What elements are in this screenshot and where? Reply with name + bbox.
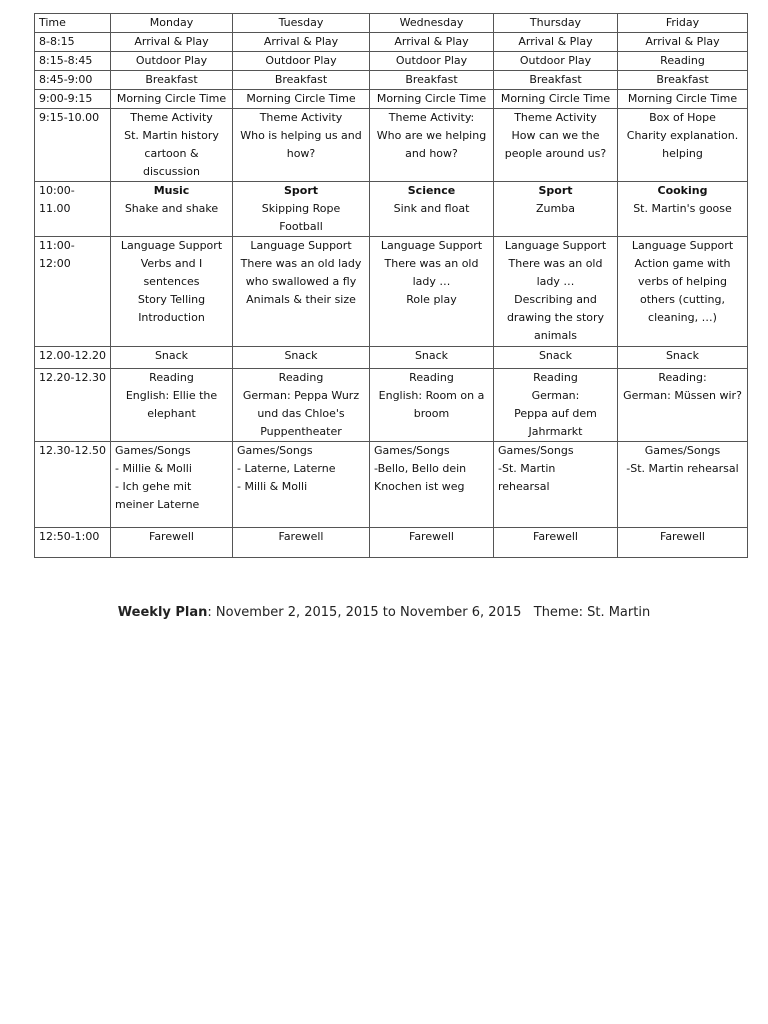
activity-cell	[111, 33, 233, 52]
activity-cell	[370, 109, 494, 182]
activity-cell	[370, 369, 494, 442]
activity-cell	[494, 442, 618, 528]
activity-title: Science	[407, 184, 456, 197]
time-slot-cell: 8-8:15	[35, 33, 111, 52]
activity-cell	[233, 528, 370, 558]
activity-cell	[233, 90, 370, 109]
time-slot-cell: 9:15-10.00	[35, 109, 111, 182]
weekly-plan-caption	[0, 605, 768, 620]
table-body	[35, 33, 748, 558]
activity-title: Farewell	[278, 530, 324, 543]
activity-cell	[233, 442, 370, 528]
activity-cell	[494, 90, 618, 109]
activity-detail: rehearsal	[498, 480, 550, 493]
activity-detail: Introduction	[138, 311, 205, 324]
activity-cell	[618, 347, 748, 369]
activity-title: Language Support	[380, 239, 483, 252]
activity-detail: - Milli & Molli	[237, 480, 308, 493]
activity-cell	[370, 33, 494, 52]
activity-title: Snack	[665, 349, 700, 362]
activity-detail: Zumba	[536, 202, 575, 215]
table-row	[35, 237, 748, 347]
activity-cell	[111, 109, 233, 182]
activity-cell	[233, 33, 370, 52]
activity-detail: cleaning, …)	[648, 311, 717, 324]
activity-title: Arrival & Play	[134, 35, 209, 48]
activity-title: Morning Circle Time	[627, 92, 738, 105]
time-slot-cell: 10:00-11.00	[35, 182, 111, 237]
activity-detail: sentences	[143, 275, 200, 288]
activity-detail: Knochen ist weg	[374, 480, 465, 493]
activity-detail: English: Room on a	[378, 389, 485, 402]
activity-detail: - Ich gehe mit	[115, 480, 192, 493]
activity-detail: There was an old	[384, 257, 479, 270]
activity-cell	[233, 237, 370, 347]
activity-detail: cartoon & discussion	[142, 147, 200, 178]
activity-title: Morning Circle Time	[246, 92, 356, 105]
time-slot-cell: 12.30-12.50	[35, 442, 111, 528]
activity-title: Morning Circle Time	[116, 92, 227, 105]
activity-detail: others (cutting,	[640, 293, 725, 306]
table-row	[35, 442, 748, 528]
activity-title: Breakfast	[529, 73, 582, 86]
activity-cell	[233, 109, 370, 182]
activity-detail: Describing and	[514, 293, 597, 306]
activity-detail: German: Peppa Wurz	[242, 389, 360, 402]
activity-title: Arrival & Play	[394, 35, 469, 48]
activity-detail: lady …	[412, 275, 451, 288]
activity-cell	[618, 442, 748, 528]
activity-detail: und das Chloe's	[257, 407, 345, 420]
activity-title: Theme Activity:	[388, 111, 475, 124]
activity-cell	[618, 182, 748, 237]
header-thursday: Thursday	[494, 14, 618, 33]
activity-title: Language Support	[120, 239, 223, 252]
activity-detail: Who is helping us and	[240, 129, 362, 142]
activity-title: Games/Songs	[644, 444, 721, 457]
activity-cell	[111, 182, 233, 237]
activity-title: Snack	[284, 349, 318, 362]
activity-cell	[618, 528, 748, 558]
activity-cell	[494, 237, 618, 347]
table-header-row	[35, 14, 748, 33]
time-slot-cell: 9:00-9:15	[35, 90, 111, 109]
activity-detail: Puppentheater	[260, 425, 342, 438]
activity-detail: Jahrmarkt	[528, 425, 583, 438]
activity-detail: - Millie & Molli	[115, 462, 192, 475]
activity-cell	[111, 442, 233, 528]
activity-cell	[494, 52, 618, 71]
activity-detail: Skipping Rope	[261, 202, 341, 215]
activity-title: Games/Songs	[498, 444, 574, 457]
activity-cell	[618, 109, 748, 182]
activity-title: Snack	[538, 349, 573, 362]
activity-detail: Animals & their size	[246, 293, 356, 306]
activity-detail: drawing the story	[506, 311, 605, 324]
activity-detail: Peppa auf dem	[514, 407, 597, 420]
activity-title: Games/Songs	[115, 444, 191, 457]
activity-cell	[494, 109, 618, 182]
activity-cell	[618, 369, 748, 442]
activity-cell	[494, 528, 618, 558]
activity-detail: St. Martin history	[124, 129, 219, 142]
activity-cell	[494, 182, 618, 237]
activity-cell	[494, 369, 618, 442]
activity-cell	[494, 33, 618, 52]
activity-cell	[111, 347, 233, 369]
activity-detail: people around us?	[504, 147, 607, 160]
activity-detail: -St. Martin	[498, 462, 556, 475]
activity-detail: German:	[531, 389, 580, 402]
activity-title: Outdoor Play	[265, 54, 337, 67]
header-monday: Monday	[111, 14, 233, 33]
activity-cell	[370, 90, 494, 109]
activity-title: Theme Activity	[259, 111, 343, 124]
activity-title: Breakfast	[405, 73, 458, 86]
activity-detail: Shake and shake	[124, 202, 219, 215]
activity-cell	[370, 528, 494, 558]
activity-title: Reading	[409, 371, 454, 384]
activity-cell	[233, 369, 370, 442]
table-row	[35, 52, 748, 71]
time-slot-cell: 11:00-12:00	[35, 237, 111, 347]
weekly-plan-dates-theme: : November 2, 2015, 2015 to November 6, 2015 Theme: St. Martin	[207, 605, 651, 620]
activity-cell	[370, 52, 494, 71]
activity-title: Farewell	[660, 530, 705, 543]
activity-title: Breakfast	[274, 73, 328, 86]
header-time: Time	[35, 14, 111, 33]
table-row	[35, 90, 748, 109]
table-row	[35, 182, 748, 237]
time-slot-cell: 8:45-9:00	[35, 71, 111, 90]
activity-detail: elephant	[147, 407, 196, 420]
activity-cell	[618, 90, 748, 109]
activity-cell	[111, 528, 233, 558]
activity-cell	[370, 182, 494, 237]
activity-detail: - Laterne, Laterne	[237, 462, 336, 475]
activity-detail: Football	[279, 220, 323, 233]
activity-detail: lady …	[536, 275, 575, 288]
activity-title: Cooking	[657, 184, 708, 197]
activity-title: Outdoor Play	[519, 54, 592, 67]
activity-cell	[233, 71, 370, 90]
header-friday: Friday	[618, 14, 748, 33]
activity-title: Farewell	[533, 530, 578, 543]
activity-title: Language Support	[250, 239, 352, 252]
activity-title: Outdoor Play	[135, 54, 208, 67]
activity-detail: Story Telling	[137, 293, 206, 306]
activity-detail: verbs of helping	[638, 275, 727, 288]
activity-detail: broom	[413, 407, 450, 420]
activity-title: Sport	[538, 184, 573, 197]
activity-cell	[494, 71, 618, 90]
activity-detail: meiner Laterne	[115, 498, 200, 511]
activity-cell	[111, 90, 233, 109]
activity-cell	[618, 71, 748, 90]
activity-cell	[370, 347, 494, 369]
activity-title: Language Support	[631, 239, 734, 252]
activity-cell	[618, 237, 748, 347]
activity-detail: helping	[662, 147, 703, 160]
activity-title: Theme Activity	[514, 111, 597, 124]
activity-detail: Role play	[406, 293, 457, 306]
activity-title: Music	[153, 184, 190, 197]
activity-detail: Charity explanation.	[626, 129, 739, 142]
activity-cell	[494, 347, 618, 369]
activity-title: Breakfast	[656, 73, 709, 86]
activity-title: Farewell	[149, 530, 194, 543]
activity-cell	[233, 52, 370, 71]
activity-cell	[618, 33, 748, 52]
activity-cell	[111, 237, 233, 347]
time-slot-cell: 12:50-1:00	[35, 528, 111, 558]
activity-detail: Sink and float	[393, 202, 470, 215]
activity-cell	[233, 182, 370, 237]
activity-detail: There was an old lady	[240, 257, 362, 270]
activity-title: Theme Activity	[130, 111, 213, 124]
activity-cell	[370, 71, 494, 90]
activity-detail: who swallowed a fly	[245, 275, 357, 288]
activity-detail: -Bello, Bello dein	[374, 462, 467, 475]
activity-title: Reading	[660, 54, 705, 67]
table-row	[35, 528, 748, 558]
activity-cell	[111, 369, 233, 442]
activity-title: Reading:	[658, 371, 707, 384]
activity-detail: Who are we helping	[376, 129, 487, 142]
activity-title: Reading	[278, 371, 324, 384]
activity-title: Arrival & Play	[645, 35, 720, 48]
activity-detail: -St. Martin rehearsal	[626, 462, 739, 475]
activity-title: Reading	[149, 371, 194, 384]
activity-detail: how?	[286, 147, 316, 160]
activity-cell	[111, 71, 233, 90]
activity-detail: German: Müssen wir?	[623, 389, 742, 402]
activity-cell	[111, 52, 233, 71]
table-row	[35, 109, 748, 182]
activity-detail: There was an old	[508, 257, 603, 270]
activity-detail: English: Ellie the	[125, 389, 218, 402]
activity-title: Games/Songs	[374, 444, 450, 457]
header-tuesday: Tuesday	[233, 14, 370, 33]
activity-title: Language Support	[504, 239, 607, 252]
activity-title: Snack	[414, 349, 449, 362]
activity-detail: Verbs and I	[140, 257, 203, 270]
activity-detail: How can we the	[511, 129, 600, 142]
activity-title: Reading	[533, 371, 578, 384]
activity-title: Sport	[283, 184, 319, 197]
table-row	[35, 347, 748, 369]
table-row	[35, 369, 748, 442]
activity-title: Games/Songs	[237, 444, 313, 457]
activity-cell	[618, 52, 748, 71]
activity-title: Farewell	[409, 530, 454, 543]
activity-cell	[370, 237, 494, 347]
activity-detail: Action game with	[634, 257, 731, 270]
activity-detail: and how?	[405, 147, 458, 160]
table-row	[35, 33, 748, 52]
weekly-plan-label: Weekly Plan	[117, 605, 208, 620]
activity-detail: animals	[533, 329, 577, 342]
activity-title: Box of Hope	[649, 111, 716, 124]
header-wednesday: Wednesday	[370, 14, 494, 33]
activity-title: Arrival & Play	[518, 35, 593, 48]
activity-title: Morning Circle Time	[500, 92, 611, 105]
activity-title: Breakfast	[145, 73, 198, 86]
time-slot-cell: 8:15-8:45	[35, 52, 111, 71]
activity-detail: St. Martin's goose	[633, 202, 732, 215]
activity-title: Arrival & Play	[263, 35, 339, 48]
table-row	[35, 71, 748, 90]
time-slot-cell: 12.00-12.20	[35, 347, 111, 369]
activity-title: Snack	[154, 349, 189, 362]
weekly-schedule-table	[34, 13, 748, 558]
activity-cell	[233, 347, 370, 369]
activity-title: Morning Circle Time	[376, 92, 487, 105]
time-slot-cell: 12.20-12.30	[35, 369, 111, 442]
activity-cell	[370, 442, 494, 528]
activity-title: Outdoor Play	[395, 54, 468, 67]
